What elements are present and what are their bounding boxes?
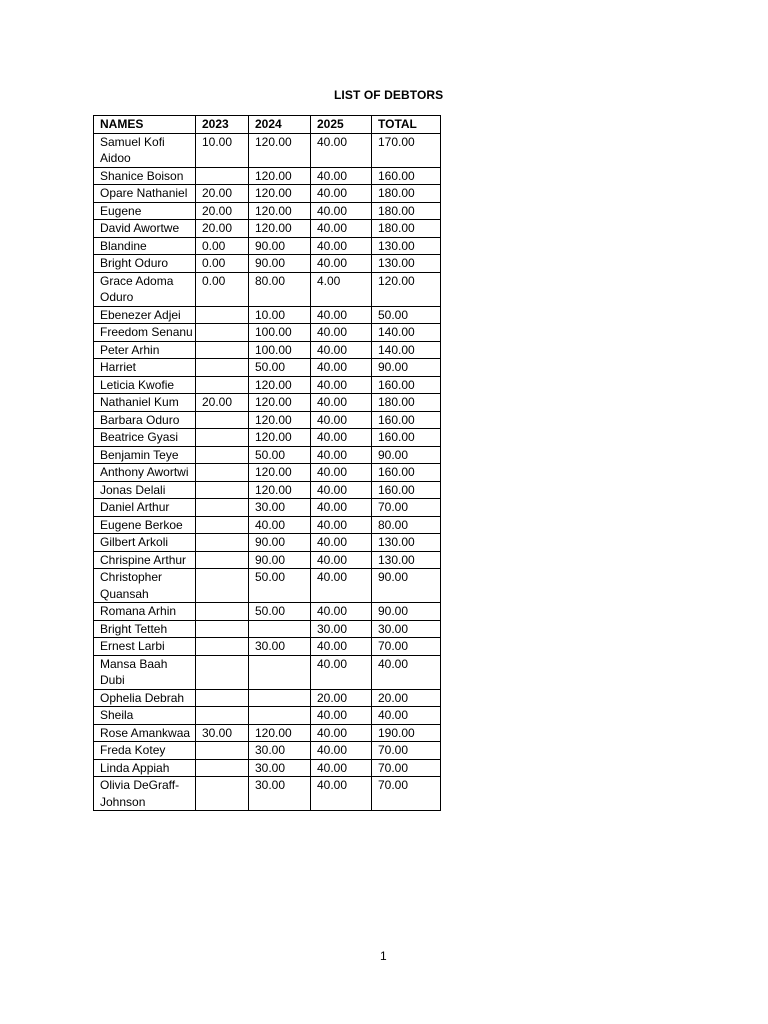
cell-2024: 80.00 — [249, 272, 311, 306]
cell-2024: 90.00 — [249, 551, 311, 569]
cell-2023 — [196, 411, 249, 429]
cell-2023: 10.00 — [196, 133, 249, 167]
cell-2025: 4.00 — [311, 272, 372, 306]
table-row — [94, 411, 441, 429]
cell-2024: 120.00 — [249, 133, 311, 167]
cell-2025: 40.00 — [311, 499, 372, 517]
cell-2025: 40.00 — [311, 185, 372, 203]
cell-name: Christopher Quansah — [94, 569, 196, 603]
cell-2024: 90.00 — [249, 237, 311, 255]
cell-2025: 30.00 — [311, 620, 372, 638]
cell-2025: 40.00 — [311, 359, 372, 377]
cell-name: Ebenezer Adjei — [94, 306, 196, 324]
table-row — [94, 359, 441, 377]
debtors-table-body — [94, 133, 441, 811]
cell-total: 90.00 — [372, 446, 441, 464]
cell-2024: 30.00 — [249, 742, 311, 760]
column-header-2025: 2025 — [311, 116, 372, 134]
cell-2024: 120.00 — [249, 376, 311, 394]
cell-total: 130.00 — [372, 551, 441, 569]
cell-2025: 40.00 — [311, 133, 372, 167]
cell-2024: 120.00 — [249, 185, 311, 203]
cell-name: Grace Adoma Oduro — [94, 272, 196, 306]
cell-2025: 20.00 — [311, 689, 372, 707]
cell-name: Daniel Arthur — [94, 499, 196, 517]
cell-total: 190.00 — [372, 724, 441, 742]
cell-2025: 40.00 — [311, 411, 372, 429]
table-header-row — [94, 116, 441, 134]
cell-2023 — [196, 341, 249, 359]
table-row — [94, 185, 441, 203]
cell-total: 70.00 — [372, 759, 441, 777]
cell-2024: 30.00 — [249, 638, 311, 656]
cell-2025: 40.00 — [311, 724, 372, 742]
cell-2023: 30.00 — [196, 724, 249, 742]
table-row — [94, 255, 441, 273]
table-row — [94, 569, 441, 603]
cell-2024: 120.00 — [249, 429, 311, 447]
cell-2025: 40.00 — [311, 759, 372, 777]
cell-name: Harriet — [94, 359, 196, 377]
cell-total: 70.00 — [372, 499, 441, 517]
cell-2023 — [196, 655, 249, 689]
cell-2024 — [249, 620, 311, 638]
cell-name: Mansa Baah Dubi — [94, 655, 196, 689]
cell-2023 — [196, 759, 249, 777]
cell-2023 — [196, 551, 249, 569]
cell-total: 40.00 — [372, 707, 441, 725]
table-row — [94, 620, 441, 638]
table-row — [94, 759, 441, 777]
cell-name: Sheila — [94, 707, 196, 725]
cell-name: Benjamin Teye — [94, 446, 196, 464]
cell-2023 — [196, 516, 249, 534]
cell-name: Jonas Delali — [94, 481, 196, 499]
table-row — [94, 324, 441, 342]
cell-total: 160.00 — [372, 481, 441, 499]
table-row — [94, 133, 441, 167]
cell-2023 — [196, 499, 249, 517]
column-header-names: NAMES — [94, 116, 196, 134]
cell-2024: 120.00 — [249, 167, 311, 185]
cell-2023 — [196, 534, 249, 552]
table-row — [94, 638, 441, 656]
cell-2025: 40.00 — [311, 481, 372, 499]
cell-2024: 100.00 — [249, 341, 311, 359]
cell-name: Ernest Larbi — [94, 638, 196, 656]
cell-total: 140.00 — [372, 324, 441, 342]
table-row — [94, 202, 441, 220]
cell-2024 — [249, 707, 311, 725]
cell-2024: 120.00 — [249, 411, 311, 429]
table-row — [94, 481, 441, 499]
cell-2023 — [196, 481, 249, 499]
cell-total: 160.00 — [372, 167, 441, 185]
cell-2025: 40.00 — [311, 429, 372, 447]
cell-name: Ophelia Debrah — [94, 689, 196, 707]
cell-2023 — [196, 742, 249, 760]
cell-name: Freda Kotey — [94, 742, 196, 760]
cell-2024: 10.00 — [249, 306, 311, 324]
cell-2024 — [249, 689, 311, 707]
cell-name: Eugene — [94, 202, 196, 220]
cell-2025: 40.00 — [311, 603, 372, 621]
cell-2023 — [196, 689, 249, 707]
column-header-2024: 2024 — [249, 116, 311, 134]
cell-2025: 40.00 — [311, 707, 372, 725]
cell-total: 30.00 — [372, 620, 441, 638]
cell-2024: 120.00 — [249, 394, 311, 412]
cell-name: Blandine — [94, 237, 196, 255]
cell-total: 160.00 — [372, 464, 441, 482]
cell-2025: 40.00 — [311, 306, 372, 324]
table-row — [94, 446, 441, 464]
table-row — [94, 341, 441, 359]
cell-total: 70.00 — [372, 777, 441, 811]
cell-total: 180.00 — [372, 220, 441, 238]
cell-name: Shanice Boison — [94, 167, 196, 185]
cell-total: 180.00 — [372, 185, 441, 203]
cell-2025: 40.00 — [311, 376, 372, 394]
cell-2023: 20.00 — [196, 394, 249, 412]
cell-2023: 20.00 — [196, 185, 249, 203]
cell-name: Bright Tetteh — [94, 620, 196, 638]
cell-name: Leticia Kwofie — [94, 376, 196, 394]
cell-total: 90.00 — [372, 359, 441, 377]
cell-2023 — [196, 359, 249, 377]
cell-2025: 40.00 — [311, 655, 372, 689]
cell-name: Bright Oduro — [94, 255, 196, 273]
cell-2024: 30.00 — [249, 777, 311, 811]
table-row — [94, 742, 441, 760]
cell-2024: 120.00 — [249, 202, 311, 220]
cell-2025: 40.00 — [311, 516, 372, 534]
table-row — [94, 376, 441, 394]
cell-2025: 40.00 — [311, 464, 372, 482]
table-row — [94, 167, 441, 185]
cell-2025: 40.00 — [311, 341, 372, 359]
cell-name: Opare Nathaniel — [94, 185, 196, 203]
debtors-table — [93, 115, 441, 811]
cell-2025: 40.00 — [311, 324, 372, 342]
cell-2023 — [196, 707, 249, 725]
cell-total: 130.00 — [372, 534, 441, 552]
column-header-2023: 2023 — [196, 116, 249, 134]
table-row — [94, 516, 441, 534]
cell-name: Chrispine Arthur — [94, 551, 196, 569]
cell-2023 — [196, 429, 249, 447]
table-row — [94, 220, 441, 238]
table-row — [94, 689, 441, 707]
table-row — [94, 394, 441, 412]
table-row — [94, 777, 441, 811]
page-number: 1 — [380, 949, 387, 963]
cell-2023 — [196, 306, 249, 324]
cell-total: 130.00 — [372, 237, 441, 255]
table-row — [94, 237, 441, 255]
cell-2024: 50.00 — [249, 603, 311, 621]
table-row — [94, 499, 441, 517]
cell-total: 160.00 — [372, 411, 441, 429]
cell-total: 160.00 — [372, 376, 441, 394]
cell-name: Anthony Awortwi — [94, 464, 196, 482]
cell-name: Barbara Oduro — [94, 411, 196, 429]
cell-name: Samuel Kofi Aidoo — [94, 133, 196, 167]
table-row — [94, 306, 441, 324]
cell-2025: 40.00 — [311, 255, 372, 273]
cell-2025: 40.00 — [311, 742, 372, 760]
cell-name: Gilbert Arkoli — [94, 534, 196, 552]
cell-2025: 40.00 — [311, 237, 372, 255]
cell-total: 160.00 — [372, 429, 441, 447]
table-row — [94, 603, 441, 621]
cell-2024 — [249, 655, 311, 689]
cell-total: 70.00 — [372, 638, 441, 656]
table-row — [94, 655, 441, 689]
cell-2023 — [196, 777, 249, 811]
cell-2025: 40.00 — [311, 202, 372, 220]
cell-2024: 90.00 — [249, 534, 311, 552]
cell-2024: 30.00 — [249, 759, 311, 777]
table-row — [94, 429, 441, 447]
cell-2025: 40.00 — [311, 394, 372, 412]
cell-total: 90.00 — [372, 603, 441, 621]
cell-2023 — [196, 603, 249, 621]
cell-total: 40.00 — [372, 655, 441, 689]
table-row — [94, 551, 441, 569]
cell-2024: 100.00 — [249, 324, 311, 342]
cell-2023 — [196, 376, 249, 394]
cell-2024: 40.00 — [249, 516, 311, 534]
table-row — [94, 272, 441, 306]
cell-name: Nathaniel Kum — [94, 394, 196, 412]
cell-2024: 120.00 — [249, 724, 311, 742]
cell-2024: 120.00 — [249, 220, 311, 238]
cell-total: 130.00 — [372, 255, 441, 273]
cell-name: David Awortwe — [94, 220, 196, 238]
document-title: LIST OF DEBTORS — [334, 88, 444, 102]
table-row — [94, 724, 441, 742]
cell-2025: 40.00 — [311, 551, 372, 569]
cell-total: 180.00 — [372, 394, 441, 412]
cell-2024: 50.00 — [249, 569, 311, 603]
cell-2023 — [196, 620, 249, 638]
cell-2025: 40.00 — [311, 569, 372, 603]
cell-name: Beatrice Gyasi — [94, 429, 196, 447]
cell-2025: 40.00 — [311, 446, 372, 464]
cell-2024: 120.00 — [249, 481, 311, 499]
cell-2023: 0.00 — [196, 272, 249, 306]
cell-total: 170.00 — [372, 133, 441, 167]
cell-2024: 50.00 — [249, 359, 311, 377]
cell-name: Romana Arhin — [94, 603, 196, 621]
cell-total: 140.00 — [372, 341, 441, 359]
cell-total: 90.00 — [372, 569, 441, 603]
cell-name: Linda Appiah — [94, 759, 196, 777]
cell-2023: 20.00 — [196, 202, 249, 220]
cell-2025: 40.00 — [311, 638, 372, 656]
cell-2025: 40.00 — [311, 777, 372, 811]
cell-2025: 40.00 — [311, 167, 372, 185]
cell-total: 80.00 — [372, 516, 441, 534]
cell-name: Rose Amankwaa — [94, 724, 196, 742]
cell-total: 20.00 — [372, 689, 441, 707]
cell-2023 — [196, 638, 249, 656]
cell-name: Peter Arhin — [94, 341, 196, 359]
cell-2024: 30.00 — [249, 499, 311, 517]
cell-name: Eugene Berkoe — [94, 516, 196, 534]
cell-total: 50.00 — [372, 306, 441, 324]
cell-2024: 90.00 — [249, 255, 311, 273]
cell-2024: 50.00 — [249, 446, 311, 464]
cell-2023 — [196, 446, 249, 464]
table-row — [94, 464, 441, 482]
cell-2023: 0.00 — [196, 255, 249, 273]
cell-total: 120.00 — [372, 272, 441, 306]
table-row — [94, 707, 441, 725]
cell-2023 — [196, 569, 249, 603]
table-row — [94, 534, 441, 552]
cell-2024: 120.00 — [249, 464, 311, 482]
cell-total: 180.00 — [372, 202, 441, 220]
cell-total: 70.00 — [372, 742, 441, 760]
cell-name: Olivia DeGraff-Johnson — [94, 777, 196, 811]
cell-2023 — [196, 324, 249, 342]
cell-2025: 40.00 — [311, 534, 372, 552]
column-header-total: TOTAL — [372, 116, 441, 134]
cell-2023: 0.00 — [196, 237, 249, 255]
cell-2023 — [196, 464, 249, 482]
cell-name: Freedom Senanu — [94, 324, 196, 342]
cell-2025: 40.00 — [311, 220, 372, 238]
cell-2023 — [196, 167, 249, 185]
cell-2023: 20.00 — [196, 220, 249, 238]
